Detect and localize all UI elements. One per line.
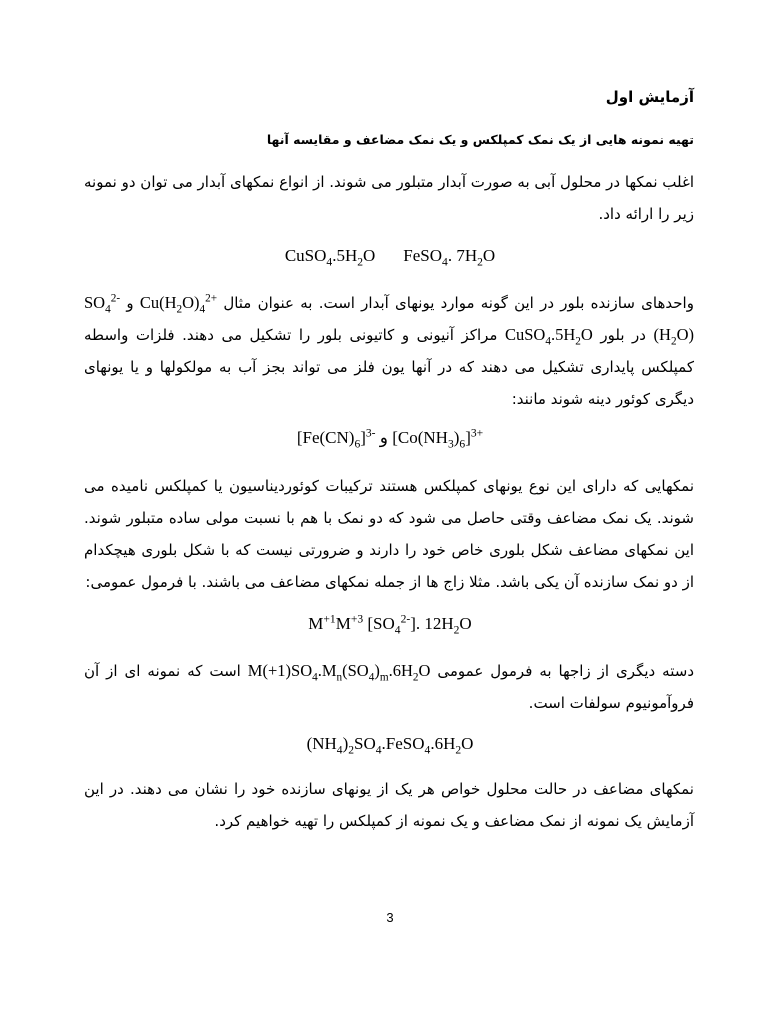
paragraph-other-alums: دسته دیگری از زاجها به فرمول عمومی $M(+1)SO_4.M_n(SO_4)_m.6H_2O$ است که نمونه ای از آن فروآمونیوم سولفات است. [84, 661, 694, 712]
formula-complex-ions: $[Fe(CN)_6]^{3-}$ و $[Co(NH_3)_6]^{3+}$ [296, 426, 484, 451]
formula-sulfate: $SO_4^{2-}$ [84, 292, 121, 316]
paragraph-double-salts: نمکهایی که دارای این نوع یونهای کمپلکس هستند ترکیبات کوئوردیناسیون یا کمپلکس نامیده می شوند. یک نمک مضاعف وقتی حاصل می شود که دو نمک با هم با نسبت مولی ساده متبلور شوند. این نمکهای مضاعف شکل بلوری خاص خود را دارند و ضرورتی نیست که با شکل بلوری هیچکدام از دو نمک سازنده آن یکی باشد. مثلا زاج ها از جمله نمکهای مضاعف می باشند. با فرمول عمومی: [84, 477, 694, 591]
formula-hydrated-salts [0, 246, 780, 269]
experiment-title: آزمایش اول [605, 88, 694, 106]
experiment-subtitle: تهیه نمونه هایی از یک نمک کمپلکس و یک نمک مضاعف و مقایسه آنها [266, 132, 694, 147]
formula-mohr-salt: $(NH_4)_2SO_4.FeSO_4.6H_2O$ [306, 734, 474, 757]
formula-general-alum: $M(+1)SO_4.M_n(SO_4)_m.6H_2O$ [247, 661, 431, 684]
paragraph-intro: اغلب نمکها در محلول آبی به صورت آبدار متبلور می شوند. از انواع نمکهای آبدار می توان دو نمونه زیر را ارائه داد. [84, 173, 694, 223]
formula-feso4: FeSO$_4$. $7H_2O$ [403, 246, 496, 269]
formula-alum: $M^{+1}M^{+3}$ $[SO_4^{2-}]$. $12H_2O$ [308, 612, 472, 637]
formula-cuso4-inline: $CuSO_4.5H_2O$ [505, 325, 593, 348]
formula-cu-aqua: $Cu(H_2O)_4^{2+}$ [139, 292, 218, 316]
formula-water: $(H_2O)$ [653, 325, 694, 348]
paragraph-conclusion: نمکهای مضاعف در حالت محلول خواص هر یک از یونهای سازنده خود را نشان می دهند. در این آزمایش یک نمونه از نمک مضاعف و یک نمونه از کمپلکس را تهیه خواهیم کرد. [84, 780, 694, 830]
formula-cuso4: $CuSO_4.5H_2O$ [284, 246, 376, 269]
page-number: 3 [386, 910, 394, 925]
paragraph-hydrated-ions: واحدهای سازنده بلور در این گونه موارد یونهای آبدار است. به عنوان مثال $Cu(H_2O)_4^{2+}$ و $SO_4^{2-}$ $(H_2O)$ در بلور $CuSO_4.5H_2O$ مراکز آنیونی و کاتیونی بلور را تشکیل می دهند. فلزات واسطه کمپلکس پایداری تشکیل می دهند که در آنها یون فلز می تواند بجز آب به مولکولها و یا یونهای دیگری کوئور دینه شوند مانند: [84, 292, 694, 408]
